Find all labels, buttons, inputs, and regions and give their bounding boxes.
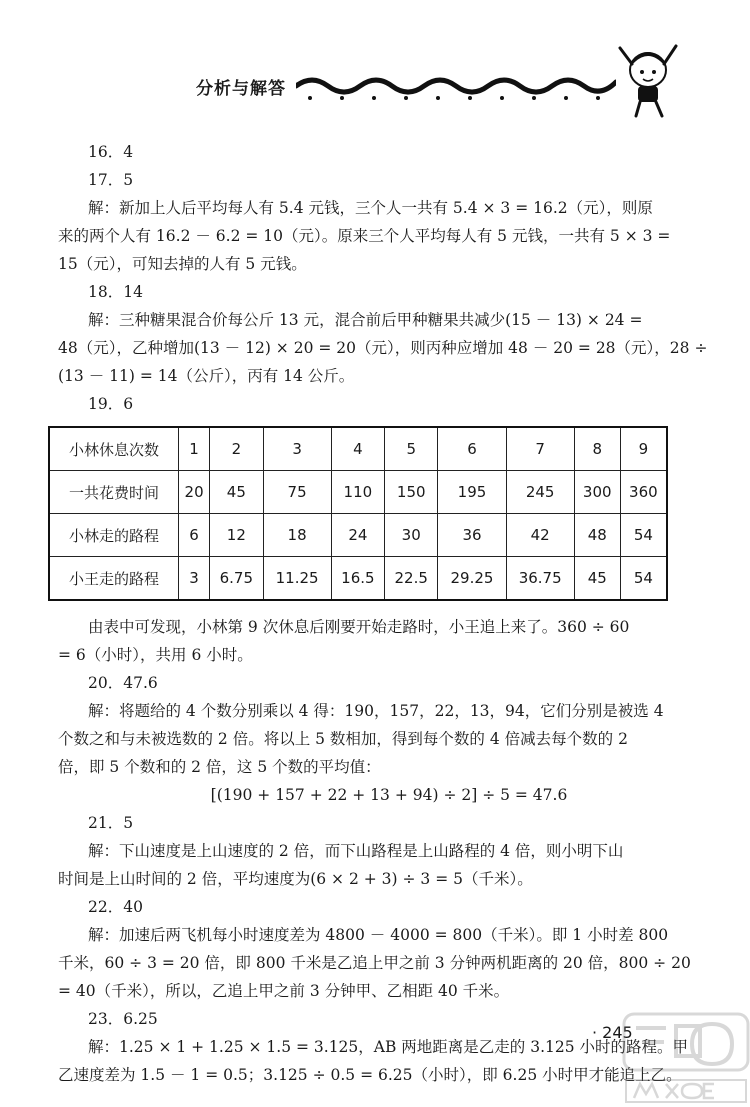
table-row bbox=[49, 514, 667, 557]
table-cell: 20 bbox=[179, 471, 210, 514]
row-label: 小林休息次数 bbox=[49, 427, 179, 471]
table-cell: 11.25 bbox=[263, 557, 331, 601]
answer-23: 23．6.25 bbox=[88, 1010, 158, 1028]
table-cell: 54 bbox=[620, 514, 667, 557]
answer-17: 17．5 bbox=[88, 171, 134, 189]
table-cell: 22.5 bbox=[385, 557, 438, 601]
table-cell: 2 bbox=[210, 427, 263, 471]
table-cell: 300 bbox=[574, 471, 620, 514]
explanation-line: 解：新加上人后平均每人有 5.4 元钱，三个人一共有 5.4 × 3 = 16.2（元），则原 bbox=[88, 199, 653, 217]
explanation-line: = 6（小时），共用 6 小时。 bbox=[58, 646, 253, 664]
table-cell: 245 bbox=[506, 471, 574, 514]
answer-22: 22．40 bbox=[88, 898, 143, 916]
table-cell: 8 bbox=[574, 427, 620, 471]
wave-decoration bbox=[296, 68, 616, 102]
mascot-icon bbox=[614, 40, 684, 120]
table-cell: 6 bbox=[179, 514, 210, 557]
table-cell: 7 bbox=[506, 427, 574, 471]
table-row bbox=[49, 471, 667, 514]
explanation-line: 倍，即 5 个数和的 2 倍，这 5 个数的平均值： bbox=[58, 758, 381, 776]
table-cell: 3 bbox=[179, 557, 210, 601]
row-label: 一共花费时间 bbox=[49, 471, 179, 514]
table-cell: 110 bbox=[331, 471, 384, 514]
answer-21: 21．5 bbox=[88, 814, 134, 832]
explanation-line: = 40（千米），所以，乙追上甲之前 3 分钟甲、乙相距 40 千米。 bbox=[58, 982, 510, 1000]
page-number: · 245 bbox=[592, 1023, 633, 1042]
table-cell: 45 bbox=[210, 471, 263, 514]
rest-distance-table bbox=[48, 426, 668, 601]
table-cell: 3 bbox=[263, 427, 331, 471]
answer-18: 18．14 bbox=[88, 283, 143, 301]
table-cell: 6.75 bbox=[210, 557, 263, 601]
table-cell: 36.75 bbox=[506, 557, 574, 601]
table-cell: 45 bbox=[574, 557, 620, 601]
table-cell: 42 bbox=[506, 514, 574, 557]
table-cell: 150 bbox=[385, 471, 438, 514]
explanation-line: 乙速度差为 1.5 － 1 = 0.5；3.125 ÷ 0.5 = 6.25（小时），即 6.25 小时甲才能追上乙。 bbox=[58, 1066, 682, 1084]
watermark-logo bbox=[622, 1008, 750, 1107]
header-title: 分析与解答 bbox=[196, 79, 286, 99]
explanation-line: 个数之和与未被选数的 2 倍。将以上 5 数相加，得到每个数的 4 倍减去每个数的 2 bbox=[58, 730, 628, 748]
explanation-line: 解：将题给的 4 个数分别乘以 4 得：190，157，22，13，94，它们分别是被选 4 bbox=[88, 702, 664, 720]
table-cell: 12 bbox=[210, 514, 263, 557]
explanation-line: 时间是上山时间的 2 倍，平均速度为(6 × 2 + 3) ÷ 3 = 5（千米）。 bbox=[58, 870, 533, 888]
explanation-line: 来的两个人有 16.2 － 6.2 = 10（元）。原来三个人平均每人有 5 元钱，一共有 5 × 3 = bbox=[58, 227, 671, 245]
answer-20: 20．47.6 bbox=[88, 674, 158, 692]
table-cell: 4 bbox=[331, 427, 384, 471]
table-cell: 29.25 bbox=[438, 557, 506, 601]
table-cell: 24 bbox=[331, 514, 384, 557]
explanation-line: 解：1.25 × 1 + 1.25 × 1.5 = 3.125，AB 两地距离是乙走的 3.125 小时的路程。甲 bbox=[88, 1038, 689, 1056]
explanation-line: (13 － 11) = 14（公斤），丙有 14 公斤。 bbox=[58, 367, 355, 385]
answer-16: 16．4 bbox=[88, 143, 134, 161]
row-label: 小王走的路程 bbox=[49, 557, 179, 601]
table-row bbox=[49, 427, 667, 471]
table-cell: 36 bbox=[438, 514, 506, 557]
explanation-line: 48（元），乙种增加(13 － 12) × 20 = 20（元），则丙种应增加 48 － 20 = 28（元），28 ÷ bbox=[58, 339, 708, 357]
table-cell: 75 bbox=[263, 471, 331, 514]
explanation-line: 15（元），可知去掉的人有 5 元钱。 bbox=[58, 255, 307, 273]
table-cell: 54 bbox=[620, 557, 667, 601]
row-label: 小林走的路程 bbox=[49, 514, 179, 557]
explanation-line: 千米，60 ÷ 3 = 20 倍，即 800 千米是乙追上甲之前 3 分钟两机距离的 20 倍，800 ÷ 20 bbox=[58, 954, 691, 972]
explanation-line: 解：下山速度是上山速度的 2 倍，而下山路程是上山路程的 4 倍，则小明下山 bbox=[88, 842, 624, 860]
table-cell: 30 bbox=[385, 514, 438, 557]
table-row bbox=[49, 557, 667, 601]
table-cell: 18 bbox=[263, 514, 331, 557]
formula: [(190 + 157 + 22 + 13 + 94) ÷ 2] ÷ 5 = 47.6 bbox=[210, 786, 568, 804]
explanation-line: 解：加速后两飞机每小时速度差为 4800 － 4000 = 800（千米）。即 1 小时差 800 bbox=[88, 926, 669, 944]
table-cell: 9 bbox=[620, 427, 667, 471]
answer-19: 19．6 bbox=[88, 395, 134, 413]
table-cell: 195 bbox=[438, 471, 506, 514]
explanation-line: 由表中可发现，小林第 9 次休息后刚要开始走路时，小王追上来了。360 ÷ 60 bbox=[88, 618, 630, 636]
table-cell: 6 bbox=[438, 427, 506, 471]
table-cell: 5 bbox=[385, 427, 438, 471]
explanation-line: 解：三种糖果混合价每公斤 13 元，混合前后甲种糖果共减少(15 － 13) × 24 = bbox=[88, 311, 643, 329]
table-cell: 16.5 bbox=[331, 557, 384, 601]
table-cell: 360 bbox=[620, 471, 667, 514]
table-cell: 1 bbox=[179, 427, 210, 471]
table-cell: 48 bbox=[574, 514, 620, 557]
answer-content bbox=[58, 138, 708, 1089]
page-header bbox=[0, 40, 750, 120]
